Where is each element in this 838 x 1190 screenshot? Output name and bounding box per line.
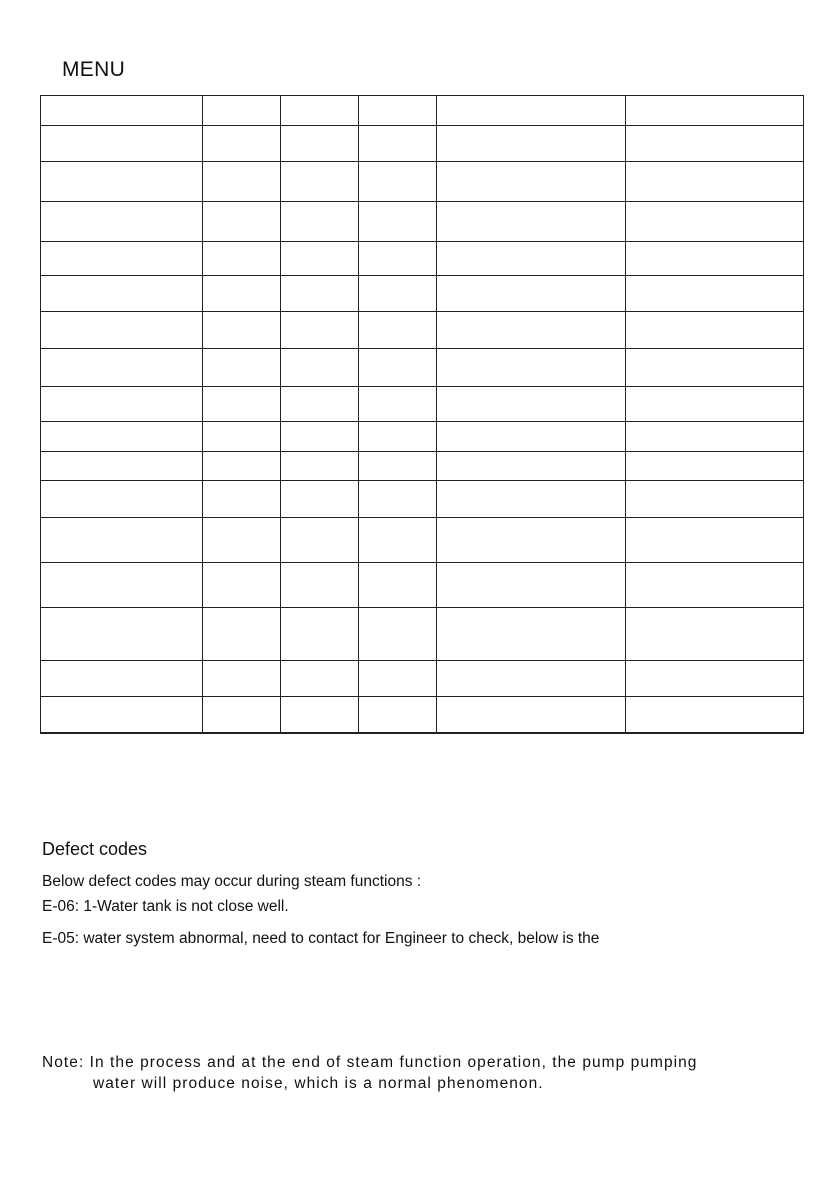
- table-cell: [41, 387, 203, 422]
- table-cell: [203, 452, 281, 481]
- table-cell: [41, 563, 203, 608]
- table-row: [41, 96, 804, 126]
- table-cell: [437, 452, 626, 481]
- table-cell: [203, 518, 281, 563]
- table-cell: [437, 276, 626, 312]
- table-cell: [41, 697, 203, 733]
- table-cell: [437, 563, 626, 608]
- table-cell: [626, 96, 804, 126]
- table-row: [41, 481, 804, 518]
- table-cell: [437, 481, 626, 518]
- table-cell: [41, 661, 203, 697]
- table-cell: [281, 422, 359, 452]
- table-cell: [626, 608, 804, 661]
- table-cell: [359, 349, 437, 387]
- table-row: [41, 126, 804, 162]
- table-cell: [359, 162, 437, 202]
- table-cell: [626, 563, 804, 608]
- table-cell: [359, 563, 437, 608]
- table-cell: [359, 276, 437, 312]
- table-cell: [281, 126, 359, 162]
- table-cell: [281, 276, 359, 312]
- table-cell: [203, 481, 281, 518]
- note-line-1: Note: In the process and at the end of steam function operation, the pump pumping: [42, 1054, 698, 1071]
- table-cell: [203, 349, 281, 387]
- table-cell: [437, 202, 626, 242]
- table-cell: [359, 697, 437, 733]
- table-cell: [281, 563, 359, 608]
- table-cell: [437, 422, 626, 452]
- table-cell: [203, 312, 281, 349]
- table-cell: [437, 96, 626, 126]
- table-row: [41, 312, 804, 349]
- table-cell: [281, 387, 359, 422]
- table-cell: [281, 162, 359, 202]
- table-row: [41, 162, 804, 202]
- table-row: [41, 387, 804, 422]
- table-cell: [359, 387, 437, 422]
- table-cell: [437, 312, 626, 349]
- table-cell: [41, 242, 203, 276]
- table-cell: [359, 452, 437, 481]
- defect-e05-text: E-05: water system abnormal, need to contact for Engineer to check, below is the: [42, 930, 600, 947]
- table-cell: [437, 697, 626, 733]
- table-cell: [626, 312, 804, 349]
- table-cell: [359, 518, 437, 563]
- table-cell: [203, 202, 281, 242]
- table-cell: [437, 349, 626, 387]
- table-cell: [626, 162, 804, 202]
- table-cell: [281, 697, 359, 733]
- table-cell: [437, 661, 626, 697]
- table-cell: [281, 96, 359, 126]
- table-cell: [626, 202, 804, 242]
- table-cell: [626, 518, 804, 563]
- table-cell: [203, 608, 281, 661]
- table-cell: [41, 96, 203, 126]
- table-cell: [437, 162, 626, 202]
- table-cell: [41, 126, 203, 162]
- table-cell: [41, 422, 203, 452]
- table-cell: [359, 96, 437, 126]
- table-cell: [626, 242, 804, 276]
- table-cell: [626, 697, 804, 733]
- table-row: [41, 276, 804, 312]
- table-cell: [281, 242, 359, 276]
- table-cell: [626, 387, 804, 422]
- table-cell: [41, 452, 203, 481]
- defect-intro-text: Below defect codes may occur during steam functions :: [42, 873, 422, 890]
- table-cell: [437, 518, 626, 563]
- note-block: [42, 1052, 697, 1094]
- table-cell: [281, 608, 359, 661]
- table-cell: [626, 276, 804, 312]
- table-cell: [281, 481, 359, 518]
- table-cell: [359, 481, 437, 518]
- table-cell: [626, 422, 804, 452]
- table-cell: [41, 349, 203, 387]
- table-cell: [41, 312, 203, 349]
- table-row: [41, 697, 804, 733]
- table-cell: [203, 126, 281, 162]
- table-cell: [359, 608, 437, 661]
- table-cell: [203, 563, 281, 608]
- table-cell: [203, 162, 281, 202]
- table-cell: [281, 312, 359, 349]
- table-row: [41, 452, 804, 481]
- table-cell: [437, 126, 626, 162]
- menu-title: MENU: [62, 58, 126, 81]
- table-cell: [203, 422, 281, 452]
- table-cell: [359, 242, 437, 276]
- table-cell: [626, 452, 804, 481]
- table-row: [41, 242, 804, 276]
- table-row: [41, 661, 804, 697]
- defect-codes-heading: Defect codes: [42, 839, 148, 859]
- table-cell: [437, 242, 626, 276]
- defect-e06-text: E-06: 1-Water tank is not close well.: [42, 898, 289, 915]
- table-cell: [41, 202, 203, 242]
- menu-table: [40, 95, 804, 734]
- table-cell: [359, 422, 437, 452]
- table-cell: [359, 202, 437, 242]
- table-cell: [281, 202, 359, 242]
- table-cell: [203, 276, 281, 312]
- table-cell: [626, 349, 804, 387]
- table-cell: [203, 387, 281, 422]
- table-cell: [626, 661, 804, 697]
- table-cell: [203, 661, 281, 697]
- note-line-2: water will produce noise, which is a normal phenomenon.: [93, 1075, 544, 1092]
- table-cell: [359, 126, 437, 162]
- table-cell: [203, 242, 281, 276]
- table-cell: [203, 697, 281, 733]
- table-row: [41, 518, 804, 563]
- table-cell: [41, 276, 203, 312]
- table-cell: [203, 96, 281, 126]
- table-row: [41, 608, 804, 661]
- table-row: [41, 349, 804, 387]
- table-cell: [41, 518, 203, 563]
- table-cell: [359, 312, 437, 349]
- table-cell: [626, 481, 804, 518]
- table-cell: [626, 126, 804, 162]
- table-cell: [437, 608, 626, 661]
- table-cell: [437, 387, 626, 422]
- table-cell: [41, 608, 203, 661]
- table-cell: [281, 518, 359, 563]
- table-cell: [281, 661, 359, 697]
- table-cell: [281, 349, 359, 387]
- table-row: [41, 422, 804, 452]
- table-cell: [41, 481, 203, 518]
- table-cell: [359, 661, 437, 697]
- table-row: [41, 563, 804, 608]
- table-row: [41, 202, 804, 242]
- table-cell: [41, 162, 203, 202]
- table-cell: [281, 452, 359, 481]
